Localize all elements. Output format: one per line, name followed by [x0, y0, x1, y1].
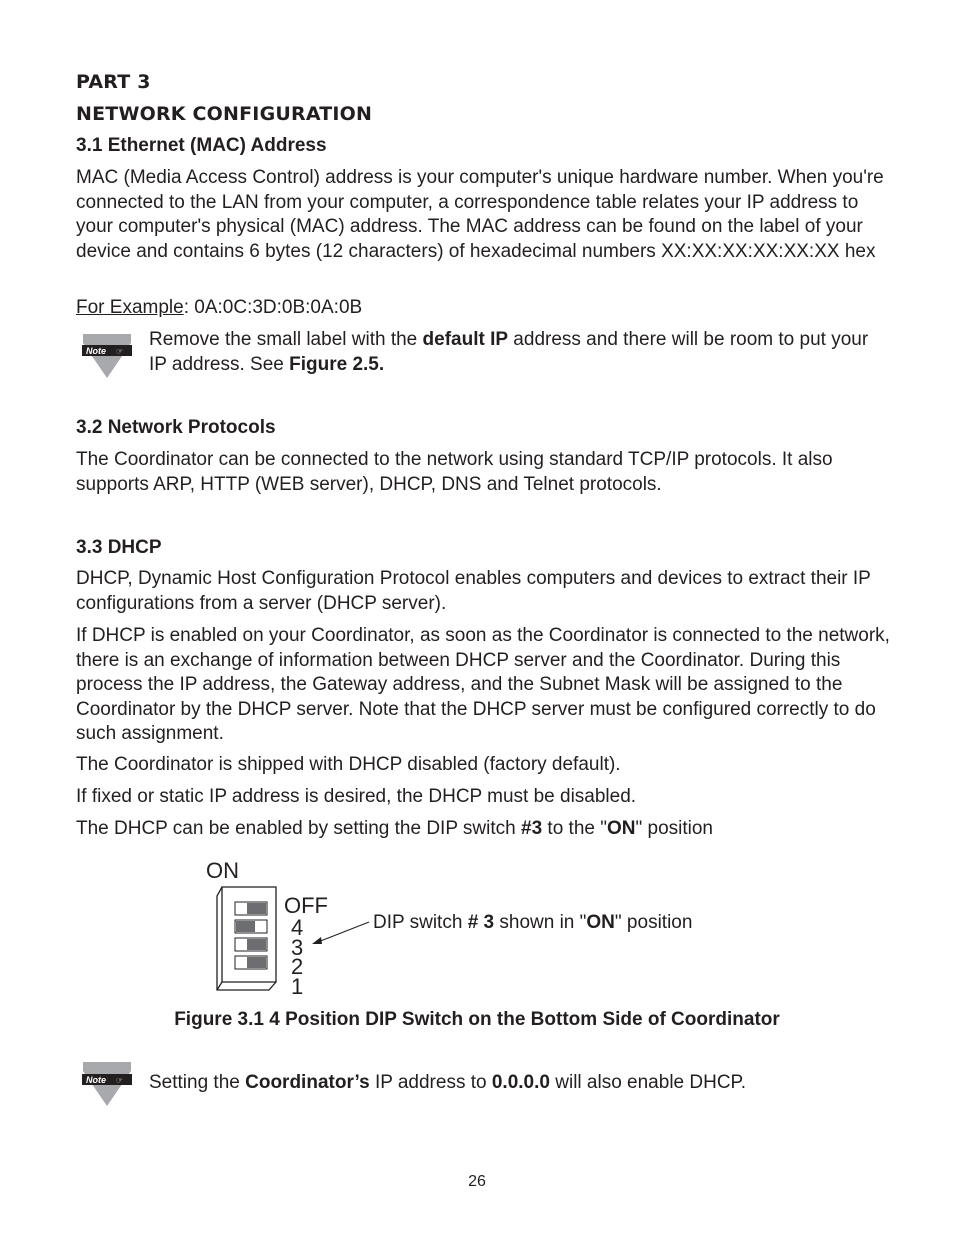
dhcp-paragraph-3: The Coordinator is shipped with DHCP disabled (factory default). [76, 754, 621, 775]
note-label-removal [149, 328, 889, 377]
callout-text-1: DIP switch [373, 912, 468, 933]
note-text-2: address and there will be room to put your IP address. See [149, 329, 869, 375]
mac-paragraph: MAC (Media Access Control) address is your computer's unique hardware number. When you're connected to the LAN from your computer, a correspondence table relates your IP address to your computer's physical (MAC) address. The MAC address can be found on the label of your device and contains 6 bytes (12 characters) of hexadecimal numbers XX:XX:XX:XX:XX:XX hex [76, 167, 884, 262]
dhcp-paragraph-2: If DHCP is enabled on your Coordinator, as soon as the Coordinator is connected to the network, there is an exchange of information between DHCP server and the Coordinator. During this process the IP address, the Gateway address, and the Subnet Mask will be assigned to the Coordinator by the DHCP server. Note that the DHCP server must be configured correctly to do such assignment. [76, 625, 890, 744]
protocols-paragraph: The Coordinator can be connected to the network using standard TCP/IP protocols. It also supports ARP, HTTP (WEB server), DHCP, DNS and Telnet protocols. [76, 449, 833, 495]
p5-text-3: " position [635, 818, 713, 839]
callout-text-3: " position [614, 912, 693, 933]
p5-bold-switch: #3 [521, 818, 543, 839]
note2-text-2: IP address to [369, 1072, 492, 1093]
note-bold-figure-ref: Figure 2.5. [289, 353, 385, 375]
dip-number-2: 2 [291, 954, 304, 979]
example-label: For Example [76, 297, 184, 318]
part-label: PART 3 [76, 71, 151, 93]
chapter-title: NETWORK CONFIGURATION [76, 103, 373, 125]
dip-number-3: 3 [291, 935, 304, 960]
callout-text-2: shown in " [494, 912, 587, 933]
dip-on-label: ON [206, 858, 239, 883]
p5-text-1: The DHCP can be enabled by setting the DIP switch [76, 818, 521, 839]
section-heading-protocols: 3.2 Network Protocols [76, 417, 276, 438]
example-value: : 0A:0C:3D:0B:0A:0B [183, 297, 363, 318]
dip-slider-3 [235, 920, 267, 933]
note2-bold-ip: 0.0.0.0 [491, 1072, 550, 1093]
dip-switch-diagram [214, 884, 374, 994]
callout-bold-switch: # 3 [467, 912, 495, 933]
note-icon [77, 333, 137, 379]
p5-text-2: to the " [542, 818, 607, 839]
note-icon-2 [77, 1061, 137, 1107]
section-heading-mac: 3.1 Ethernet (MAC) Address [76, 135, 327, 156]
dip-number-1: 1 [291, 974, 304, 999]
dhcp-paragraph-5 [76, 817, 891, 842]
svg-text:☞: ☞ [116, 347, 124, 356]
note2-bold-coordinator: Coordinator’s [245, 1072, 370, 1093]
note2-text-1: Setting the [149, 1072, 246, 1093]
dip-slider-2 [235, 938, 267, 951]
note-dhcp-enable [149, 1071, 889, 1096]
dip-slider-4 [235, 902, 267, 915]
figure-caption: Figure 3.1 4 Position DIP Switch on the Bottom Side of Coordinator [174, 1009, 780, 1030]
example-line [76, 296, 891, 321]
dhcp-paragraph-4: If fixed or static IP address is desired, the DHCP must be disabled. [76, 786, 637, 807]
note2-text-3: will also enable DHCP. [549, 1072, 747, 1093]
note-icon-label: Note [86, 346, 106, 356]
dip-number-4: 4 [291, 915, 304, 940]
section-heading-dhcp: 3.3 DHCP [76, 537, 162, 558]
p5-bold-on: ON [606, 818, 636, 839]
callout-arrow [312, 922, 369, 944]
dip-slider-1 [235, 956, 267, 969]
dhcp-paragraph-1: DHCP, Dynamic Host Configuration Protocol enables computers and devices to extract their IP configurations from a server (DHCP server). [76, 568, 871, 614]
callout-bold-on: ON [586, 912, 615, 933]
dip-callout-text [373, 912, 692, 934]
note-icon-2-label: Note [86, 1075, 106, 1085]
note-bold-default-ip: default IP [422, 329, 509, 350]
svg-text:☞: ☞ [116, 1076, 124, 1085]
dip-off-label: OFF [284, 893, 328, 918]
page-number: 26 [468, 1173, 486, 1190]
note-text-1: Remove the small label with the [149, 329, 423, 350]
